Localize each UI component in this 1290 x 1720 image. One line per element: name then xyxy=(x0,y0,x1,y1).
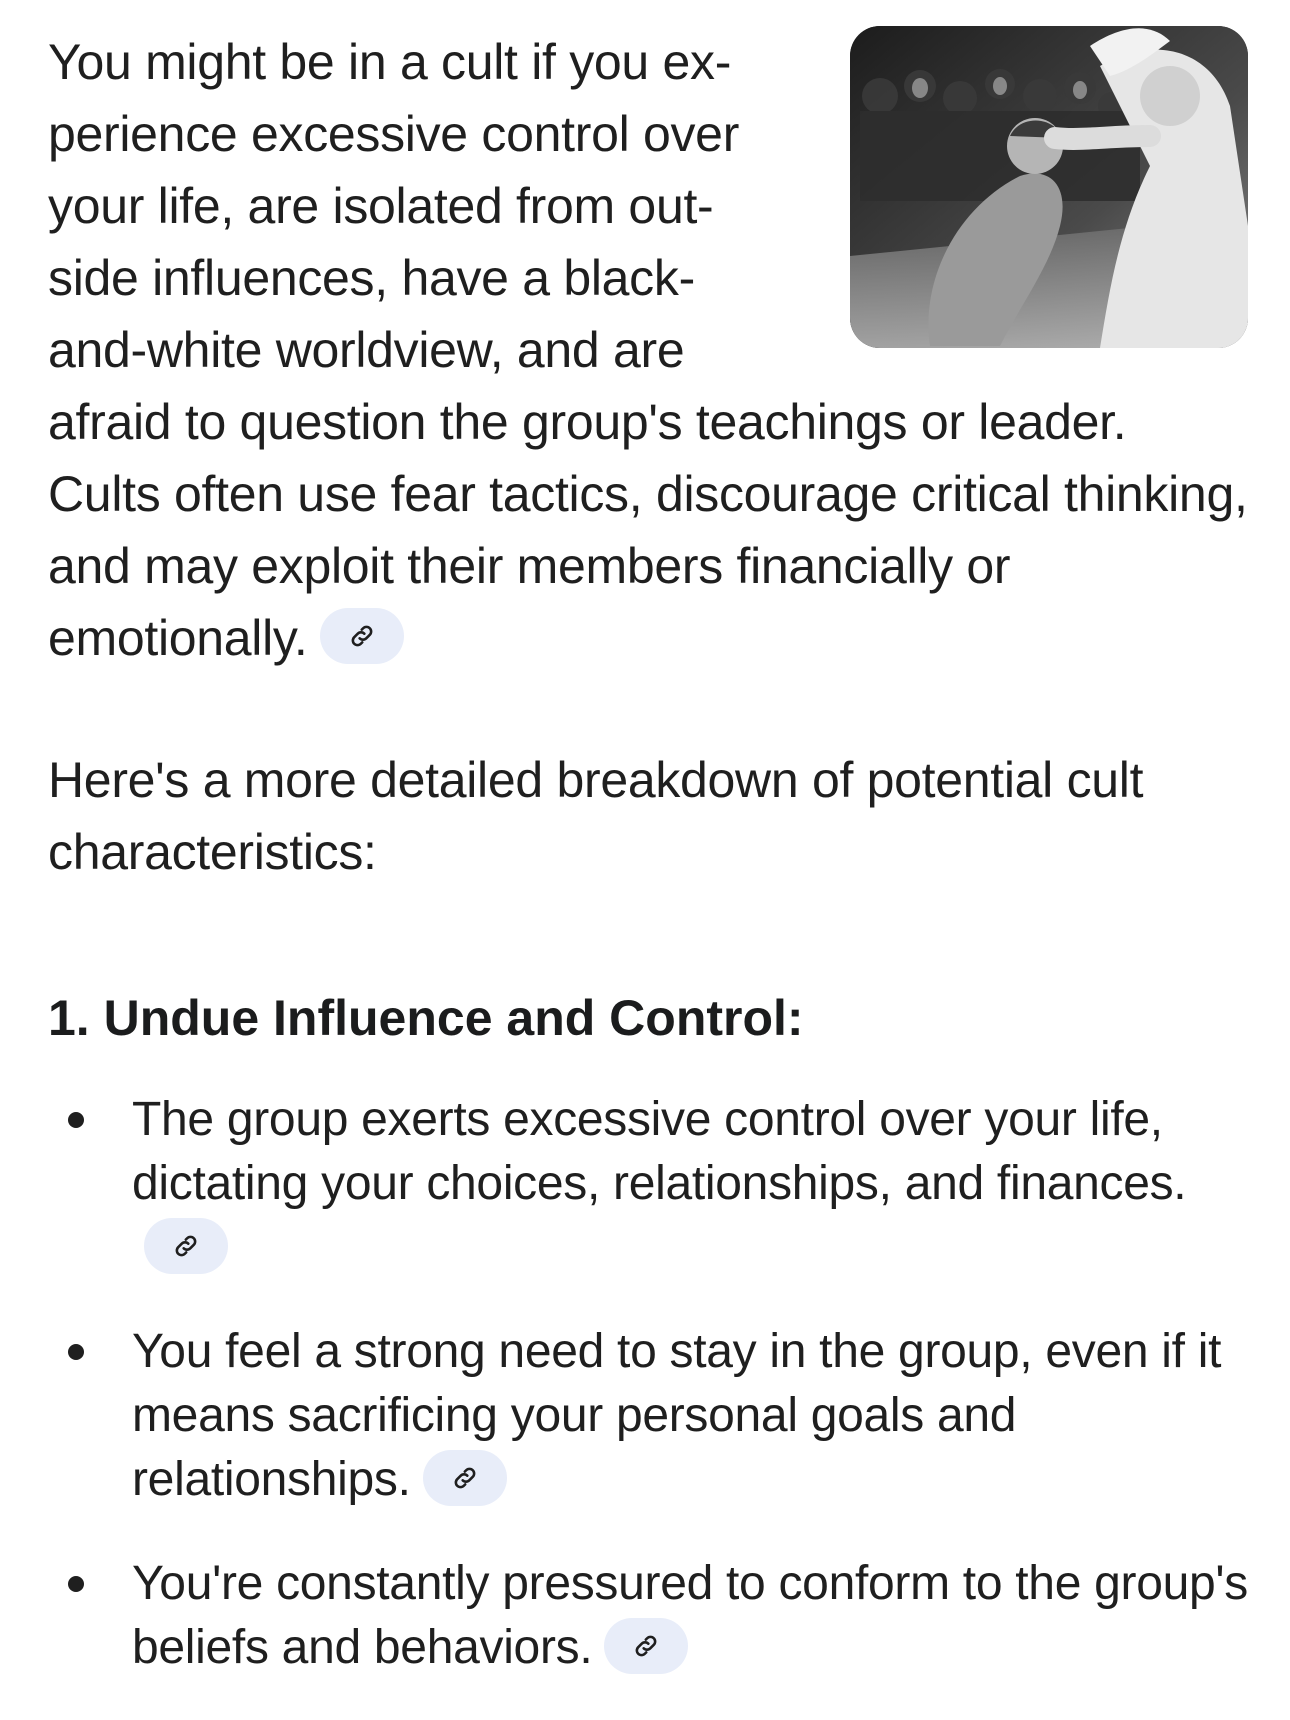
link-icon xyxy=(348,622,376,650)
list-item xyxy=(48,1088,1248,1280)
bullet-dot-icon xyxy=(68,1112,84,1128)
intro-rest: afraid to question the group's teachings or leader. Cults often use fear tactics, discourage critical thinking, and may exploit their members financially or emotionally. xyxy=(48,394,1248,666)
list-item xyxy=(48,1552,1248,1680)
bullet-dot-icon xyxy=(68,1576,84,1592)
intro-line-4: side influences, have a black- xyxy=(48,250,695,306)
bullet-dot-icon xyxy=(68,1344,84,1360)
answer-content xyxy=(48,26,1248,1720)
link-icon xyxy=(632,1632,660,1660)
bullet-list xyxy=(48,1088,1248,1680)
breakdown-paragraph: Here's a more detailed breakdown of potential cult characteristics: xyxy=(48,752,1144,880)
intro-line-1: You might be in a cult if you ex- xyxy=(48,34,732,90)
photo-placeholder-icon xyxy=(850,26,1248,348)
list-item-text: You feel a strong need to stay in the group, even if it means sacrificing your personal goals and relationships. xyxy=(132,1325,1222,1506)
source-image-thumbnail[interactable] xyxy=(850,26,1248,348)
link-icon xyxy=(451,1464,479,1492)
intro-line-2: perience excessive control over xyxy=(48,106,740,162)
citation-chip[interactable] xyxy=(604,1618,688,1674)
citation-chip[interactable] xyxy=(423,1450,507,1506)
citation-chip[interactable] xyxy=(144,1218,228,1274)
link-icon xyxy=(172,1232,200,1260)
intro-line-3: your life, are isolated from out- xyxy=(48,178,714,234)
list-item-text: The group exerts excessive control over your life, dictating your choices, relationships, and finances. xyxy=(132,1093,1187,1210)
list-item xyxy=(48,1320,1248,1512)
intro-line-5: and-white worldview, and are xyxy=(48,322,685,378)
citation-chip[interactable] xyxy=(320,608,404,664)
list-item-text: You're constantly pressured to conform to the group's beliefs and behaviors. xyxy=(132,1557,1248,1674)
section-heading: 1. Undue Influence and Control: xyxy=(48,990,804,1046)
